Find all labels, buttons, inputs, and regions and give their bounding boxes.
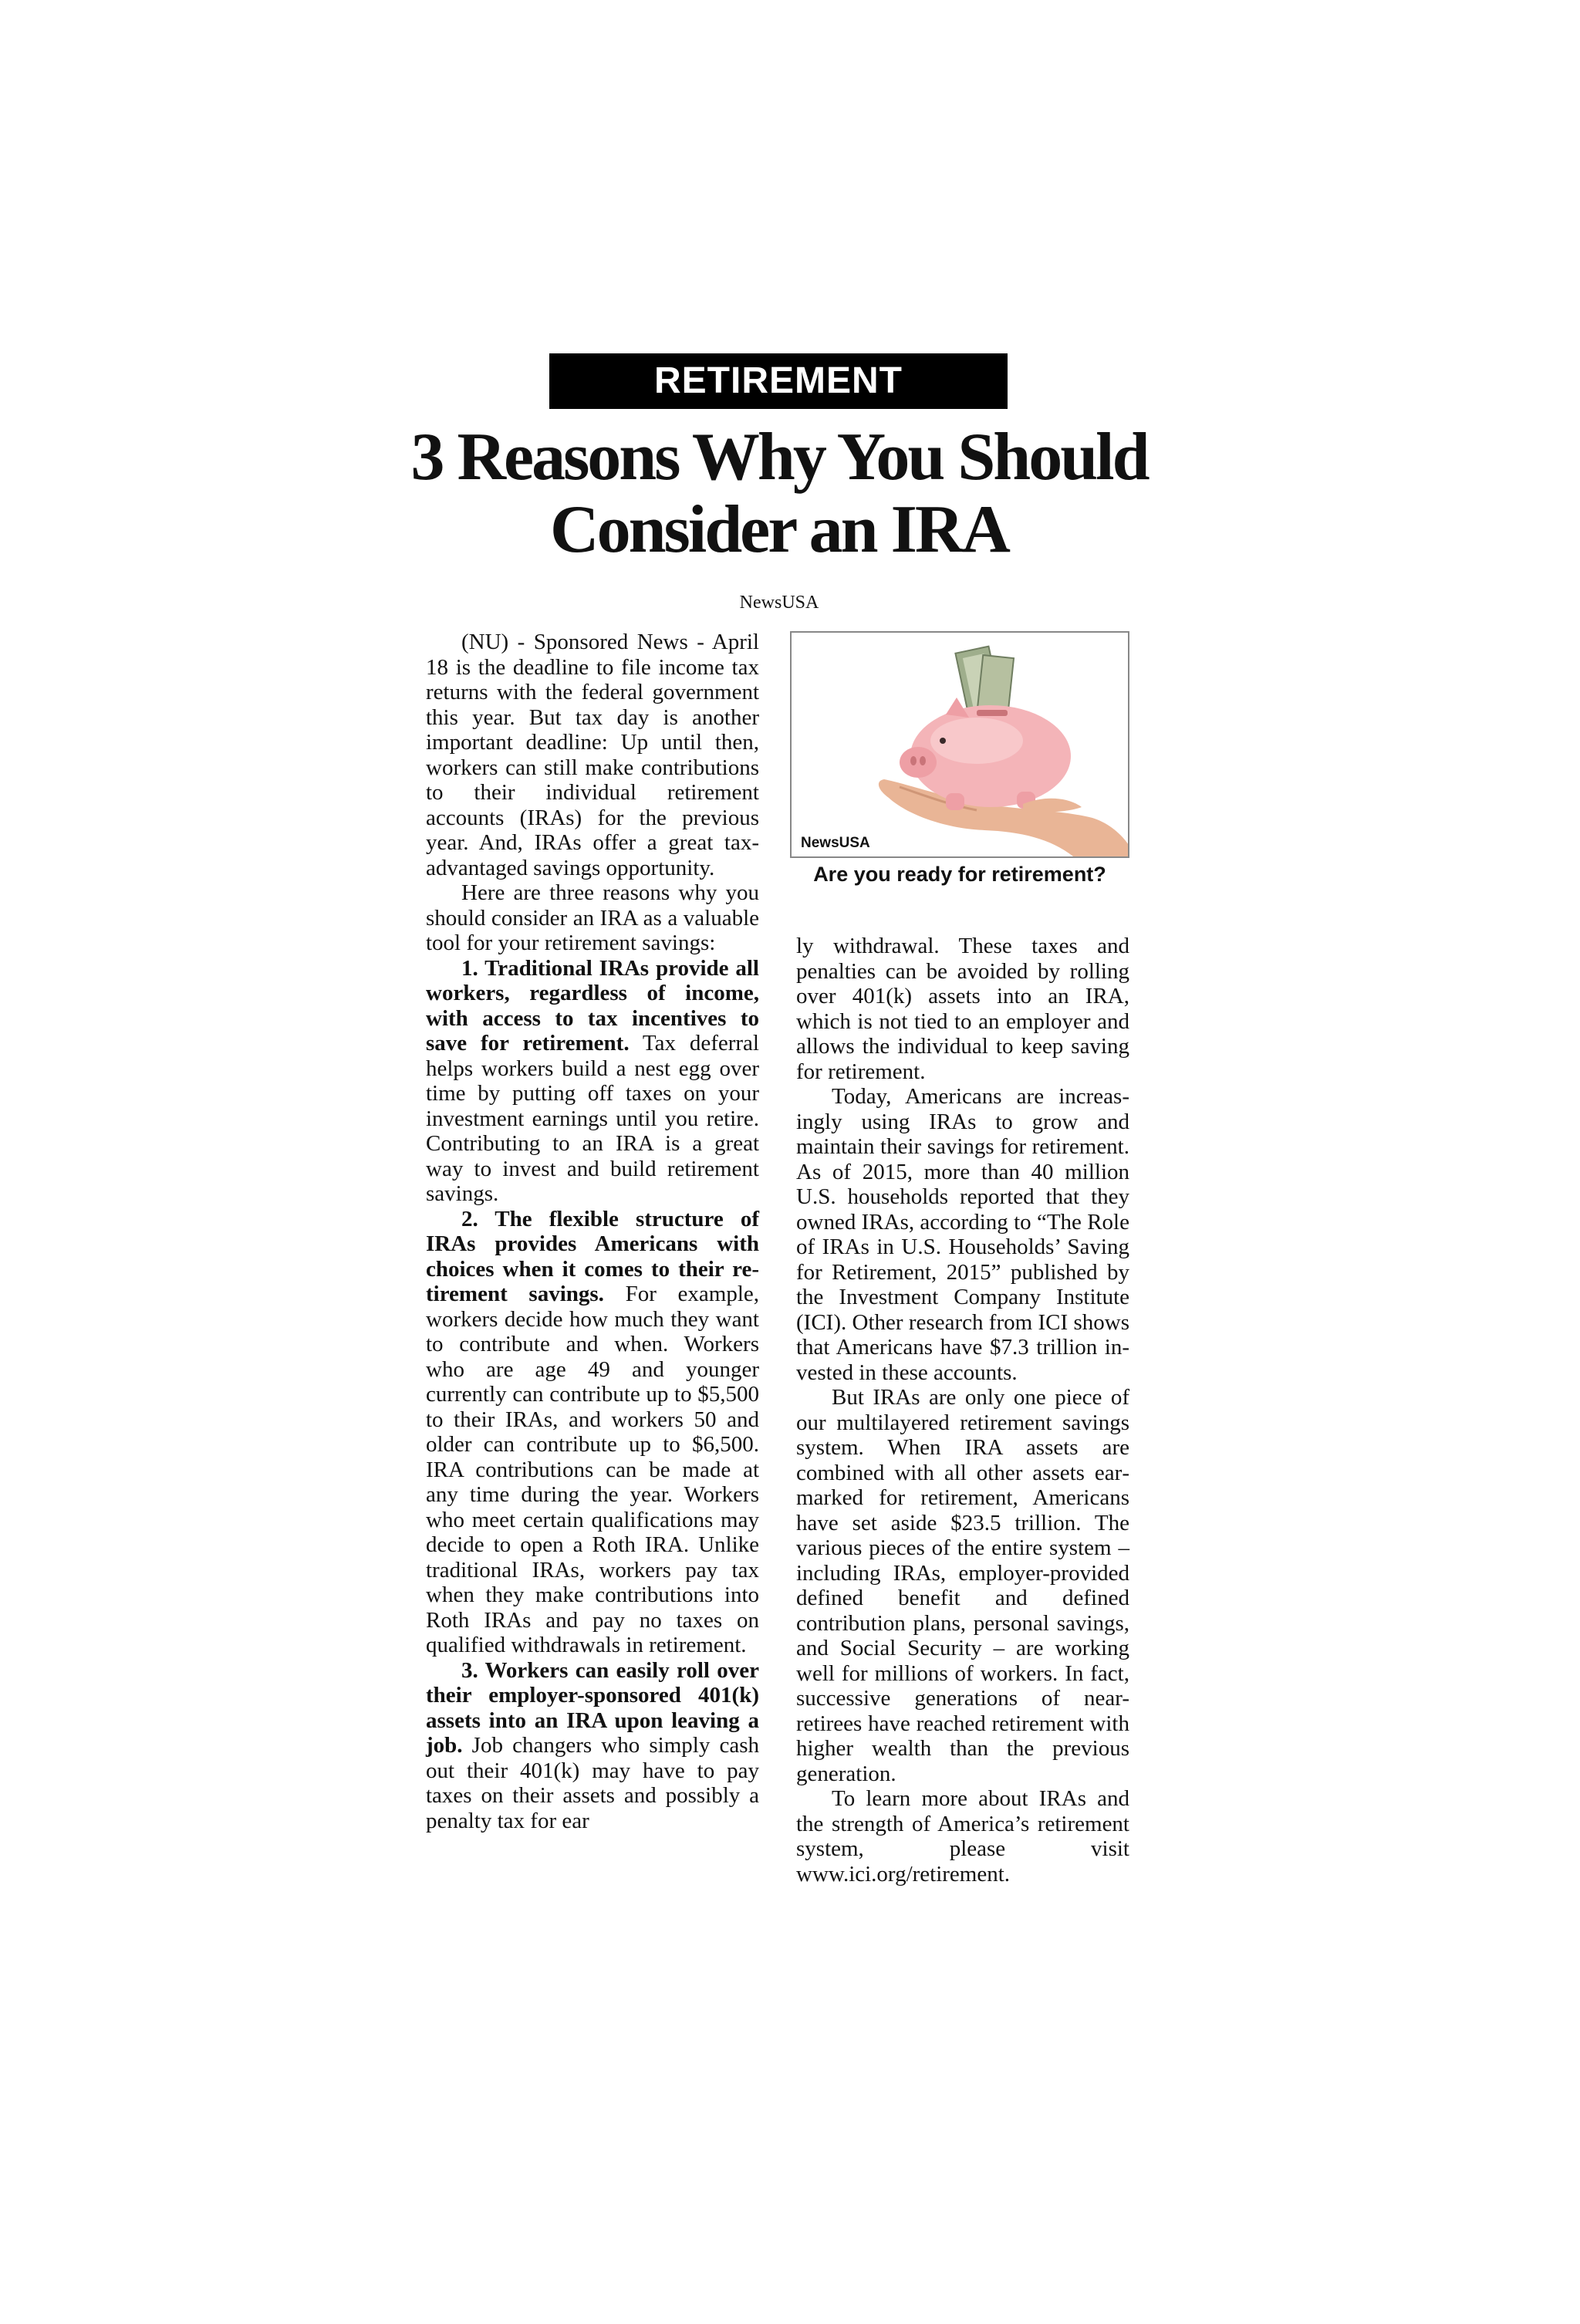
paragraph	[426, 956, 759, 1207]
paragraph	[426, 1658, 759, 1834]
byline: NewsUSA	[739, 593, 819, 613]
paragraph	[796, 934, 1129, 1084]
paragraph-lead: 2. The flexible structure of IRAs provides Americans with choices when it comes to their retirement savings.	[426, 1206, 759, 1306]
piggy-bank-in-hand-icon	[792, 633, 1129, 858]
photo	[790, 631, 1129, 858]
paragraph-lead: 3. Workers can easily roll over their employer-sponsored 401(k) assets into an IRA upon leaving a job.	[426, 1657, 759, 1758]
paragraph	[426, 880, 759, 956]
paragraph	[796, 1786, 1129, 1887]
paragraph-text: Tax deferral helps workers build a nest egg over time by putting off taxes on your investment earnings until you retire. Contributing to an IRA is a great way to invest and build retirement savings.	[426, 1031, 759, 1206]
paragraph-text: Here are three reasons why you should consider an IRA as a valuable tool for your retirement savings:	[426, 880, 759, 955]
paragraph-text: (NU) - Sponsored News - April 18 is the deadline to file income tax returns with the federal government this year. But tax day is another important deadline: Up until then, workers can still make contributions to their individual retirement accounts (IRAs) for the previous year. And, IRAs offer a great tax-advantaged savings opportunity.	[426, 630, 759, 880]
body-column-right	[796, 934, 1129, 1887]
paragraph-text: Job changers who simply cash out their 401(k) may have to pay taxes on their assets and possibly a penalty tax for ear	[426, 1733, 759, 1833]
paragraph-lead: 1. Traditional IRAs provide all workers, regardless of income, with access to tax incentives to save for retirement.	[426, 955, 759, 1056]
paragraph	[426, 1207, 759, 1658]
paragraph	[426, 630, 759, 880]
paragraph-text: ly withdrawal. These taxes and penalties can be avoided by rolling over 401(k) assets into an IRA, which is not tied to an employer and allows the individual to keep saving for retirement.	[796, 934, 1129, 1084]
paragraph	[796, 1084, 1129, 1385]
paragraph-text: To learn more about IRAs and the strength of America’s retirement system, please visit www.ici.org/retirement.	[796, 1786, 1129, 1887]
photo-caption: Are you ready for retirement?	[813, 863, 1106, 886]
paragraph-text: But IRAs are only one piece of our multilayered retirement savings system. When IRA assets are combined with all other assets earmarked for retirement, Americans have set aside $23.5 trillion. The various pieces of the entire system – including IRAs, employer-provided defined benefit and defined contribution plans, personal savings, and Social Security – are working well for millions of workers. In fact, successive generations of near-retirees have reached retirement with higher wealth than the previous generation.	[796, 1385, 1129, 1786]
headline: 3 Reasons Why You Should Consider an IRA	[410, 420, 1148, 567]
paragraph-text: For example, workers decide how much they want to contribute and when. Workers who are age 49 and younger currently can contribute up to $5,500 to their IRAs, and workers 50 and older can contribute up to $6,500. IRA contributions can be made at any time during the year. Workers who meet certain qualifications may decide to open a Roth IRA. Unlike traditional IRAs, workers pay tax when they make contributions into Roth IRAs and pay no taxes on qualified withdrawals in retirement.	[426, 1282, 759, 1657]
photo-credit: NewsUSA	[801, 835, 870, 851]
paragraph-text: Today, Americans are increasingly using IRAs to grow and maintain their savings for retirement. As of 2015, more than 40 million U.S. households reported that they owned IRAs, according to “The Role of IRAs in U.S. Households’ Saving for Retirement, 2015” published by the Investment Company Institute (ICI). Other research from ICI shows that Americans have $7.3 trillion invested in these accounts.	[796, 1084, 1129, 1385]
paragraph	[796, 1385, 1129, 1786]
section-banner: RETIREMENT	[549, 353, 1008, 409]
body-column-left	[426, 630, 759, 1833]
